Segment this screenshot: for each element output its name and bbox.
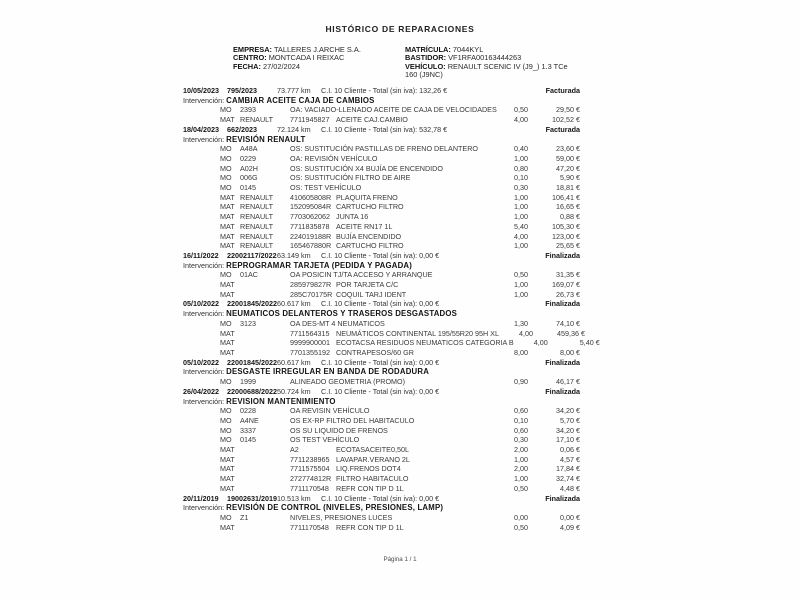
line-type: MO xyxy=(220,163,232,173)
line-type: MAT xyxy=(220,347,235,357)
intervention-summary: C.I. 10 Cliente - Total (sin iva): 0,00 € xyxy=(321,357,440,367)
line-code: 01AC xyxy=(240,270,258,280)
intervention-name: REVISIÓN DE CONTROL (NIVELES, PRESIONES, LAMP) xyxy=(226,503,444,513)
line-type: MO xyxy=(220,173,232,183)
line-type: MO xyxy=(220,153,232,163)
line-type: MAT xyxy=(220,328,235,338)
line-amount: 32,74 € xyxy=(556,474,580,484)
intervention-odometer: 63.149 km xyxy=(277,250,311,260)
intervention-block xyxy=(180,86,580,125)
line-amount: 123,00 € xyxy=(552,231,580,241)
intervention-odometer: 73.777 km xyxy=(277,86,311,95)
line-type: MO xyxy=(220,415,232,425)
intervention-summary: C.I. 10 Cliente - Total (sin iva): 532,78 € xyxy=(321,124,448,134)
intervention-name: NEUMATICOS DELANTEROS Y TRASEROS DESGASTADOS xyxy=(226,309,458,319)
line-type: MAT xyxy=(220,202,235,212)
line-description: ACEITE CAJ.CAMBIO xyxy=(336,115,408,125)
intervention-header-row xyxy=(180,494,580,504)
line-code: 3123 xyxy=(240,318,256,328)
line-amount: 47,20 € xyxy=(556,163,580,173)
line-reference: 152095084R xyxy=(290,202,332,212)
line-item-row xyxy=(220,513,580,523)
line-description: OS EX-RP FILTRO DEL HABITACULO xyxy=(290,415,415,425)
line-code xyxy=(240,484,290,494)
intervention-order-number: 22000688/2022 xyxy=(227,386,277,396)
line-code: Z1 xyxy=(240,512,249,522)
line-quantity: 4,00 xyxy=(533,338,548,348)
line-reference: 7711835878 xyxy=(290,221,330,231)
line-quantity: 4,00 xyxy=(518,328,533,338)
line-description: CARTUCHO FILTRO xyxy=(336,202,404,212)
line-description: BUJÍA ENCENDIDO xyxy=(336,231,402,241)
line-type: MO xyxy=(220,183,232,193)
line-description: REFR CON TIP D 1L xyxy=(336,522,404,532)
bastidor-value: VF1RFA00163444263 xyxy=(448,53,522,63)
intervention-odometer: 50.724 km xyxy=(277,386,311,396)
line-quantity: 0,30 xyxy=(514,183,528,193)
line-quantity: 1,00 xyxy=(514,454,528,464)
intervention-name: REVISIÓN RENAULT xyxy=(226,134,306,144)
line-amount: 4,48 € xyxy=(560,483,580,493)
line-item-row xyxy=(220,319,580,329)
line-item-row xyxy=(220,377,580,387)
line-description: LAVAPAR.VERANO 2L xyxy=(336,454,410,464)
intervention-label: Intervención: xyxy=(183,134,225,144)
line-item-row xyxy=(220,105,580,115)
line-description: CONTRAPESOS/60 GR xyxy=(336,347,414,357)
intervention-odometer: 72.124 km xyxy=(277,124,311,134)
line-quantity: 0,50 xyxy=(514,105,528,115)
line-amount: 169,07 € xyxy=(552,280,580,290)
intervention-summary: C.I. 10 Cliente - Total (sin iva): 132,26 € xyxy=(321,86,448,95)
line-description: FILTRO HABITACULO xyxy=(336,474,409,484)
bastidor-label: BASTIDOR: xyxy=(405,53,447,63)
intervention-odometer: 60.617 km xyxy=(277,299,311,309)
line-item-row xyxy=(220,232,580,242)
line-amount: 34,20 € xyxy=(556,425,580,435)
intervention-title-row xyxy=(180,96,580,106)
line-code xyxy=(240,290,290,300)
line-quantity: 1,00 xyxy=(514,153,528,163)
intervention-status: Facturada xyxy=(545,124,580,134)
intervention-status: Finalizada xyxy=(545,493,580,503)
intervention-order-number: 22001845/2022 xyxy=(227,299,277,309)
line-description: OS SU LIQUIDO DE FRENOS xyxy=(290,425,388,435)
line-description: OS: SUSTITUCIÓN FILTRO DE AIRE xyxy=(290,173,411,183)
intervention-header-row xyxy=(180,358,580,368)
line-code: 006G xyxy=(240,173,258,183)
line-type: MAT xyxy=(220,221,235,231)
line-quantity: 1,00 xyxy=(514,289,528,299)
line-type: MAT xyxy=(220,445,235,455)
line-type: MAT xyxy=(220,464,235,474)
line-code xyxy=(240,455,290,465)
line-description: ALINEADO GEOMETRIA (PROMO) xyxy=(290,377,406,387)
line-amount: 23,60 € xyxy=(556,144,580,154)
line-description: OA DES-MT 4 NEUMATICOS xyxy=(290,318,385,328)
line-description: LIQ.FRENOS DOT4 xyxy=(336,464,401,474)
line-amount: 59,00 € xyxy=(556,153,580,163)
line-amount: 16,65 € xyxy=(556,202,580,212)
intervention-date: 26/04/2022 xyxy=(183,386,219,396)
line-item-row xyxy=(220,280,580,290)
intervention-header-row xyxy=(180,86,580,96)
intervention-header-row xyxy=(180,251,580,261)
intervention-name: REVISION MANTENIMIENTO xyxy=(226,396,336,406)
intervention-date: 20/11/2019 xyxy=(183,493,219,503)
fecha-value: 27/02/2024 xyxy=(262,61,300,71)
line-type: MAT xyxy=(220,454,235,464)
line-description: ECOTASACEITE0,50L xyxy=(336,445,409,455)
line-amount: 18,81 € xyxy=(556,183,580,193)
line-reference: 9999900001 xyxy=(290,338,330,348)
line-item-row xyxy=(220,474,580,484)
line-quantity: 0,40 xyxy=(514,144,528,154)
intervention-order-number: 19002631/2019 xyxy=(227,493,277,503)
line-item-row xyxy=(220,212,580,222)
line-description: OA: REVISIÓN VEHÍCULO xyxy=(290,153,378,163)
line-item-row xyxy=(220,406,580,416)
intervention-label: Intervención: xyxy=(183,260,225,270)
line-code xyxy=(240,464,290,474)
line-quantity: 1,00 xyxy=(514,241,528,251)
line-type: MAT xyxy=(220,289,235,299)
line-amount: 17,84 € xyxy=(556,464,580,474)
empresa-label: EMPRESA: xyxy=(233,45,273,54)
line-type: MAT xyxy=(220,115,235,125)
line-type: MO xyxy=(220,406,232,416)
line-reference: 7711238965 xyxy=(290,454,330,464)
vehiculo-value: RENAULT SCENIC IV (J9_) 1.3 TCe 160 (J9NC) xyxy=(405,61,568,80)
line-amount: 102,52 € xyxy=(552,115,580,125)
line-code xyxy=(240,523,290,533)
line-description: CARTUCHO FILTRO xyxy=(336,241,404,251)
line-quantity: 1,00 xyxy=(514,202,528,212)
line-code xyxy=(240,329,290,339)
line-reference: 272774812R xyxy=(290,474,332,484)
line-quantity: 4,00 xyxy=(514,231,528,241)
intervention-title-row xyxy=(180,367,580,377)
intervention-status: Finalizada xyxy=(545,386,580,396)
line-amount: 0,00 € xyxy=(560,512,580,522)
line-reference: 7703062062 xyxy=(290,212,330,222)
line-code: 0228 xyxy=(240,406,256,416)
line-code: 2393 xyxy=(240,105,256,115)
line-type: MAT xyxy=(220,241,235,251)
intervention-date: 10/05/2023 xyxy=(183,86,219,95)
line-amount: 4,57 € xyxy=(560,454,580,464)
line-amount: 105,30 € xyxy=(552,221,580,231)
intervention-date: 05/10/2022 xyxy=(183,299,219,309)
line-quantity: 1,30 xyxy=(514,318,528,328)
line-item-row xyxy=(220,328,585,339)
line-code: 3337 xyxy=(240,425,256,435)
intervention-status: Facturada xyxy=(545,86,580,95)
company-fecha-line xyxy=(233,63,361,71)
line-amount: 0,88 € xyxy=(560,212,580,222)
line-quantity: 0,00 xyxy=(514,512,528,522)
line-quantity: 1,00 xyxy=(514,474,528,484)
intervention-summary: C.I. 10 Cliente - Total (sin iva): 0,00 € xyxy=(321,250,440,260)
line-quantity: 0,50 xyxy=(514,483,528,493)
matricula-value: 7044KYL xyxy=(452,45,484,54)
line-reference: 7711170548 xyxy=(290,483,329,493)
line-quantity: 0,50 xyxy=(514,270,528,280)
line-item-row xyxy=(220,464,580,474)
line-description: COQUIL TARJ IDENT xyxy=(336,289,407,299)
company-info-block xyxy=(233,46,361,71)
line-type: MAT xyxy=(220,338,235,348)
line-code xyxy=(240,474,290,484)
line-amount: 31,35 € xyxy=(556,270,580,280)
line-quantity: 0,60 xyxy=(514,425,528,435)
line-type: MAT xyxy=(220,231,235,241)
line-reference: A2 xyxy=(290,445,299,455)
line-type: MO xyxy=(220,144,232,154)
line-quantity: 0,60 xyxy=(514,406,528,416)
line-code: 0145 xyxy=(240,183,256,193)
intervention-title-row xyxy=(180,261,580,271)
line-code xyxy=(240,445,290,455)
matricula-label: MATRÍCULA: xyxy=(405,45,451,54)
line-code: RENAULT xyxy=(240,212,274,222)
intervention-name: REPROGRAMAR TARJETA (PEDIDA Y PAGADA) xyxy=(226,260,413,270)
line-code: A48A xyxy=(240,144,258,154)
document-title: HISTÓRICO DE REPARACIONES xyxy=(325,24,475,34)
line-type: MO xyxy=(220,377,232,387)
intervention-name: CAMBIAR ACEITE CAJA DE CAMBIOS xyxy=(226,95,375,105)
line-code xyxy=(240,348,290,358)
intervention-label: Intervención: xyxy=(183,309,225,319)
line-amount: 5,40 € xyxy=(579,338,600,348)
line-quantity: 8,00 xyxy=(514,347,528,357)
line-reference: 7711564315 xyxy=(290,328,330,338)
line-item-row xyxy=(220,193,580,203)
intervention-order-number: 795/2023 xyxy=(227,86,257,95)
intervention-block xyxy=(180,299,600,357)
line-code: RENAULT xyxy=(240,221,274,231)
intervention-order-number: 22001845/2022 xyxy=(227,357,277,367)
line-amount: 74,10 € xyxy=(556,318,580,328)
line-reference: 410605808R xyxy=(290,192,332,202)
line-reference: 285979827R xyxy=(290,280,332,290)
line-item-row xyxy=(220,435,580,445)
intervention-odometer: 60.617 km xyxy=(277,357,311,367)
line-type: MAT xyxy=(220,483,235,493)
intervention-date: 18/04/2023 xyxy=(183,124,219,134)
line-item-row xyxy=(220,173,580,183)
line-amount: 0,06 € xyxy=(560,445,580,455)
intervention-summary: C.I. 10 Cliente - Total (sin iva): 0,00 € xyxy=(321,386,440,396)
line-code: RENAULT xyxy=(240,192,274,202)
line-description: PLAQUITA FRENO xyxy=(336,192,398,202)
line-quantity: 0,50 xyxy=(514,522,528,532)
line-amount: 106,41 € xyxy=(552,192,580,202)
line-amount: 5,90 € xyxy=(560,173,580,183)
line-code: RENAULT xyxy=(240,115,274,125)
line-amount: 8,00 € xyxy=(560,347,580,357)
line-type: MO xyxy=(220,435,232,445)
line-description: POR TARJETA C/C xyxy=(336,280,399,290)
line-item-row xyxy=(220,164,580,174)
line-description: OS: SUSTITUCIÓN PASTILLAS DE FRENO DELANTERO xyxy=(290,144,478,154)
vehicle-info-block xyxy=(405,46,573,80)
line-description: OS: TEST VEHÍCULO xyxy=(290,183,362,193)
intervention-block xyxy=(180,125,580,251)
intervention-odometer: 10.513 km xyxy=(277,493,311,503)
line-amount: 4,09 € xyxy=(560,522,580,532)
line-item-row xyxy=(220,144,580,154)
line-quantity: 0,80 xyxy=(514,163,528,173)
line-quantity: 1,00 xyxy=(514,192,528,202)
line-description: OA REVISIN VEHÍCULO xyxy=(290,406,370,416)
line-quantity: 0,10 xyxy=(514,173,528,183)
line-type: MO xyxy=(220,512,232,522)
intervention-label: Intervención: xyxy=(183,503,225,513)
line-item-row xyxy=(220,484,580,494)
line-amount: 17,10 € xyxy=(556,435,580,445)
line-type: MO xyxy=(220,270,232,280)
line-quantity: 1,00 xyxy=(514,280,528,290)
line-amount: 34,20 € xyxy=(556,406,580,416)
line-code xyxy=(240,338,290,348)
line-amount: 46,17 € xyxy=(556,377,580,387)
line-description: JUNTA 16 xyxy=(336,212,369,222)
intervention-label: Intervención: xyxy=(183,396,225,406)
line-description: OS: SUSTITUCIÓN X4 BUJÍA DE ENCENDIDO xyxy=(290,163,443,173)
line-code: RENAULT xyxy=(240,231,274,241)
line-quantity: 0,30 xyxy=(514,435,528,445)
intervention-name: DESGASTE IRREGULAR EN BANDA DE RODADURA xyxy=(226,367,430,377)
intervention-label: Intervención: xyxy=(183,367,225,377)
line-description: ACEITE RN17 1L xyxy=(336,221,393,231)
interventions-list xyxy=(180,86,600,532)
centro-label: CENTRO: xyxy=(233,53,267,63)
line-amount: 25,65 € xyxy=(556,241,580,251)
intervention-title-row xyxy=(180,503,580,513)
line-amount: 29,50 € xyxy=(556,105,580,115)
intervention-label: Intervención: xyxy=(183,95,225,105)
line-type: MO xyxy=(220,105,232,115)
line-amount: 5,70 € xyxy=(560,415,580,425)
line-item-row xyxy=(220,426,580,436)
line-item-row xyxy=(220,154,580,164)
intervention-order-number: 22002117/2022 xyxy=(227,250,277,260)
intervention-block xyxy=(180,387,580,494)
intervention-block xyxy=(180,494,580,533)
line-code: RENAULT xyxy=(240,202,274,212)
line-description: ECOTACSA RESIDUOS NEUMATICOS CATEGORIA B xyxy=(336,338,514,348)
line-reference: 165467880R xyxy=(290,241,332,251)
intervention-summary: C.I. 10 Cliente - Total (sin iva): 0,00 € xyxy=(321,493,440,503)
line-quantity: 2,00 xyxy=(514,445,528,455)
line-type: MO xyxy=(220,318,232,328)
line-code: 0145 xyxy=(240,435,256,445)
intervention-title-row xyxy=(180,135,580,145)
line-type: MAT xyxy=(220,280,235,290)
intervention-title-row xyxy=(180,309,580,319)
line-item-row xyxy=(220,348,580,358)
line-amount: 26,73 € xyxy=(556,289,580,299)
line-reference: 224019188R xyxy=(290,231,332,241)
line-item-row xyxy=(220,338,600,348)
line-description: OS TEST VEHÍCULO xyxy=(290,435,360,445)
line-item-row xyxy=(220,183,580,193)
fecha-label: FECHA: xyxy=(233,61,261,71)
intervention-header-row xyxy=(180,299,580,309)
line-reference: 7701355192 xyxy=(290,347,330,357)
intervention-block xyxy=(180,358,580,387)
line-description: OA POSICIN TJ/TA ACCESO Y ARRANQUE xyxy=(290,270,433,280)
line-quantity: 5,40 xyxy=(514,221,528,231)
line-item-row xyxy=(220,222,580,232)
line-amount: 459,36 € xyxy=(556,328,585,338)
line-item-row xyxy=(220,115,580,125)
line-reference: 7711945827 xyxy=(290,115,330,125)
line-description: OA: VACIADO-LLENADO ACEITE DE CAJA DE VELOCIDADES xyxy=(290,105,497,115)
intervention-summary: C.I. 10 Cliente - Total (sin iva): 0,00 € xyxy=(321,299,440,309)
centro-value: MONTCADA I REIXAC xyxy=(268,53,345,63)
intervention-header-row xyxy=(180,125,580,135)
line-code: A02H xyxy=(240,163,258,173)
intervention-date: 16/11/2022 xyxy=(183,250,219,260)
line-item-row xyxy=(220,270,580,280)
intervention-status: Finalizada xyxy=(545,299,580,309)
line-item-row xyxy=(220,202,580,212)
intervention-title-row xyxy=(180,397,580,407)
line-code xyxy=(240,280,290,290)
line-type: MAT xyxy=(220,522,235,532)
line-quantity: 1,00 xyxy=(514,212,528,222)
line-code: A4NE xyxy=(240,415,259,425)
intervention-status: Finalizada xyxy=(545,357,580,367)
line-item-row xyxy=(220,455,580,465)
line-description: NEUMÁTICOS CONTINENTAL 195/55R20 95H XL xyxy=(336,328,499,338)
line-reference: 7711170548 xyxy=(290,522,329,532)
line-type: MAT xyxy=(220,212,235,222)
line-code: RENAULT xyxy=(240,241,274,251)
line-code: 1999 xyxy=(240,377,256,387)
line-quantity: 2,00 xyxy=(514,464,528,474)
line-item-row xyxy=(220,241,580,251)
line-quantity: 4,00 xyxy=(514,115,528,125)
page-number: Página 1 / 1 xyxy=(383,556,417,563)
intervention-header-row xyxy=(180,387,580,397)
vehicle-vehiculo-line xyxy=(405,63,573,80)
line-quantity: 0,10 xyxy=(514,415,528,425)
line-quantity: 0,90 xyxy=(514,377,528,387)
line-type: MO xyxy=(220,425,232,435)
vehiculo-label: VEHÍCULO: xyxy=(405,61,446,71)
line-type: MAT xyxy=(220,192,235,202)
line-item-row xyxy=(220,523,580,533)
intervention-block xyxy=(180,251,580,300)
line-reference: 285C70175R xyxy=(290,289,333,299)
line-reference: 7711575504 xyxy=(290,464,330,474)
intervention-status: Finalizada xyxy=(545,250,580,260)
intervention-date: 05/10/2022 xyxy=(183,357,219,367)
line-item-row xyxy=(220,290,580,300)
line-description: REFR CON TIP D 1L xyxy=(336,483,404,493)
line-description: NIVELES, PRESIONES LUCES xyxy=(290,512,393,522)
line-type: MAT xyxy=(220,474,235,484)
line-item-row xyxy=(220,416,580,426)
line-code: 0229 xyxy=(240,153,256,163)
intervention-order-number: 662/2023 xyxy=(227,124,257,134)
empresa-value: TALLERES J.ARCHE S.A. xyxy=(273,45,361,54)
line-item-row xyxy=(220,445,580,455)
